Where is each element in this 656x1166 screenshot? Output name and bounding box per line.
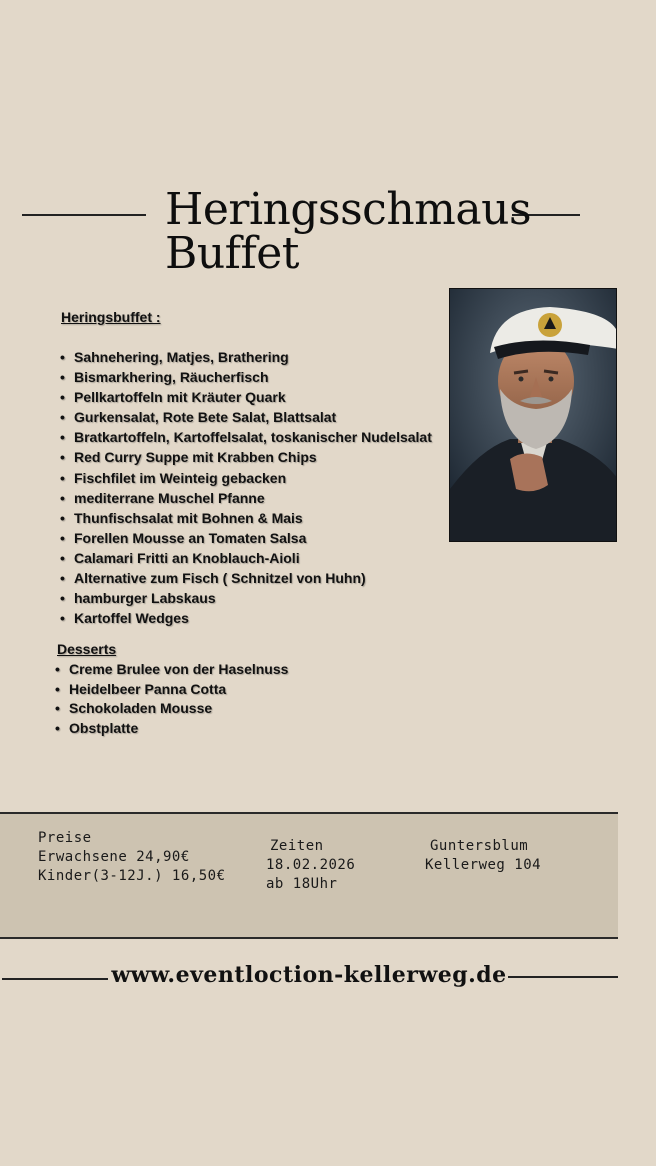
dessert-item: • Creme Brulee von der Haselnuss [55, 660, 288, 680]
buffet-item: • hamburger Labskaus [60, 588, 432, 608]
location-street: Kellerweg 104 [425, 857, 542, 873]
title-line-1: Heringsschmaus [165, 184, 532, 235]
dessert-item: • Obstplatte [55, 719, 288, 739]
prices-heading: Preise [38, 830, 92, 846]
buffet-item: • Sahnehering, Matjes, Brathering [60, 347, 432, 367]
desserts-list [55, 660, 288, 739]
title-rule-left [22, 214, 146, 216]
buffet-item: • Forellen Mousse an Tomaten Salsa [60, 528, 432, 548]
event-time: ab 18Uhr [266, 876, 338, 892]
website-link[interactable]: www.eventloction-kellerweg.de [111, 962, 507, 988]
location-town: Guntersblum [430, 838, 529, 854]
buffet-item: • Alternative zum Fisch ( Schnitzel von Huhn) [60, 568, 432, 588]
buffet-item: • Red Curry Suppe mit Krabben Chips [60, 447, 432, 467]
event-date: 18.02.2026 [266, 857, 356, 873]
price-adults: Erwachsene 24,90€ [38, 849, 190, 865]
buffet-item: • Bratkartoffeln, Kartoffelsalat, toskanischer Nudelsalat [60, 427, 432, 447]
buffet-heading: Heringsbuffet : [61, 309, 161, 325]
times-block [266, 837, 355, 894]
buffet-list [60, 347, 432, 628]
location-block [425, 837, 541, 875]
buffet-item: • Kartoffel Wedges [60, 608, 432, 628]
times-heading: Zeiten [270, 838, 324, 854]
info-band [0, 812, 618, 939]
title-line-2: Buffet [165, 228, 299, 279]
dessert-item: • Schokoladen Mousse [55, 699, 288, 719]
page-title [165, 184, 532, 279]
buffet-item: • Bismarkhering, Räucherfisch [60, 367, 432, 387]
buffet-item: • Gurkensalat, Rote Bete Salat, Blattsalat [60, 407, 432, 427]
portrait-illustration [450, 289, 617, 542]
buffet-item: • Calamari Fritti an Knoblauch-Aioli [60, 548, 432, 568]
desserts-heading: Desserts [57, 641, 117, 657]
prices-block [38, 829, 226, 886]
sea-captain-portrait-icon [449, 288, 617, 542]
dessert-item: • Heidelbeer Panna Cotta [55, 680, 288, 700]
buffet-item: • mediterrane Muschel Pfanne [60, 488, 432, 508]
price-children: Kinder(3-12J.) 16,50€ [38, 868, 226, 884]
buffet-item: • Thunfischsalat mit Bohnen & Mais [60, 508, 432, 528]
buffet-item: • Pellkartoffeln mit Kräuter Quark [60, 387, 432, 407]
buffet-item: • Fischfilet im Weinteig gebacken [60, 468, 432, 488]
